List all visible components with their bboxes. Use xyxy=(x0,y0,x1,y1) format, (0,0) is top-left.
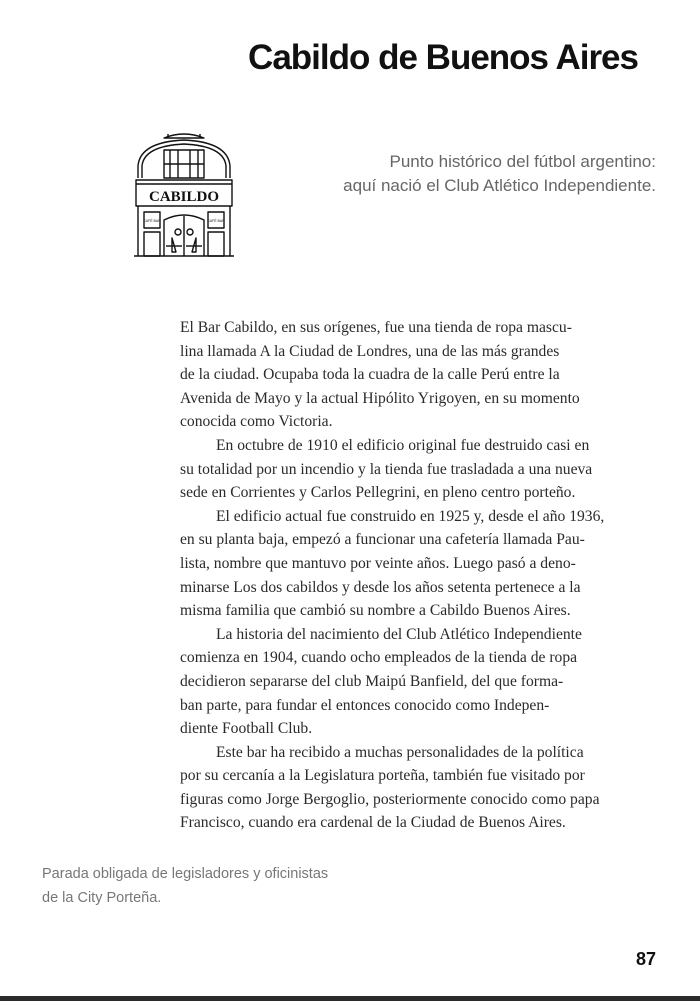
body-line: misma familia que cambió su nombre a Cabildo Buenos Aires. xyxy=(180,602,571,620)
caption-line: de la City Porteña. xyxy=(42,890,162,906)
body-text xyxy=(180,316,652,835)
body-line: figuras como Jorge Bergoglio, posteriormente conocido como papa xyxy=(180,790,600,808)
body-line: decidieron separarse del club Maipú Banfield, del que forma- xyxy=(180,672,564,690)
page-title: Cabildo de Buenos Aires xyxy=(248,38,638,77)
body-line: de la ciudad. Ocupaba toda la cuadra de la calle Perú entre la xyxy=(180,366,560,384)
body-line: Avenida de Mayo y la actual Hipólito Yrigoyen, en su momento xyxy=(180,389,580,407)
subtitle-line: Punto histórico del fútbol argentino: xyxy=(389,152,656,171)
caption-line: Parada obligada de legisladores y oficinistas xyxy=(42,866,329,882)
body-line: sede en Corrientes y Carlos Pellegrini, en pleno centro porteño. xyxy=(180,484,576,502)
body-line: lina llamada A la Ciudad de Londres, una de las más grandes xyxy=(180,342,560,360)
bottom-rule xyxy=(0,996,700,1001)
body-line: su totalidad por un incendio y la tienda fue trasladada a una nueva xyxy=(180,460,593,478)
photo-caption xyxy=(42,862,422,910)
body-line: La historia del nacimiento del Club Atlético Independiente xyxy=(216,625,582,643)
body-line: conocida como Victoria. xyxy=(180,413,333,431)
body-line: El Bar Cabildo, en sus orígenes, fue una tienda de ropa mascu- xyxy=(180,319,572,336)
subtitle xyxy=(256,150,656,198)
subtitle-line: aquí nació el Club Atlético Independiente. xyxy=(343,176,656,195)
body-paragraph xyxy=(180,316,652,434)
body-line: En octubre de 1910 el edificio original fue destruido casi en xyxy=(216,436,590,454)
cabildo-building-illustration xyxy=(134,128,234,260)
panel-text-left: CAFÉ BAR xyxy=(143,219,161,223)
page-number: 87 xyxy=(635,949,656,969)
body-line: ban parte, para fundar el entonces conocido como Indepen- xyxy=(180,696,550,714)
body-line: Francisco, cuando era cardenal de la Ciudad de Buenos Aires. xyxy=(180,814,566,832)
body-line: por su cercanía a la Legislatura porteña, también fue visitado por xyxy=(180,767,585,785)
body-line: diente Football Club. xyxy=(180,720,313,738)
panel-text-right: CAFÉ BAR xyxy=(207,219,225,223)
body-line: El edificio actual fue construido en 1925 y, desde el año 1936, xyxy=(216,507,605,525)
body-paragraph xyxy=(180,505,652,623)
body-line: minarse Los dos cabildos y desde los años setenta pertenece a la xyxy=(180,578,581,596)
body-line: Este bar ha recibido a muchas personalidades de la política xyxy=(216,743,584,761)
body-paragraph xyxy=(180,741,652,835)
body-paragraph xyxy=(180,623,652,741)
body-paragraph xyxy=(180,434,652,505)
body-line: comienza en 1904, cuando ocho empleados de la tienda de ropa xyxy=(180,649,578,667)
body-line: lista, nombre que mantuvo por veinte años. Luego pasó a deno- xyxy=(180,554,576,572)
body-line: en su planta baja, empezó a funcionar una cafetería llamada Pau- xyxy=(180,531,585,549)
sign-text: CABILDO xyxy=(148,189,220,205)
